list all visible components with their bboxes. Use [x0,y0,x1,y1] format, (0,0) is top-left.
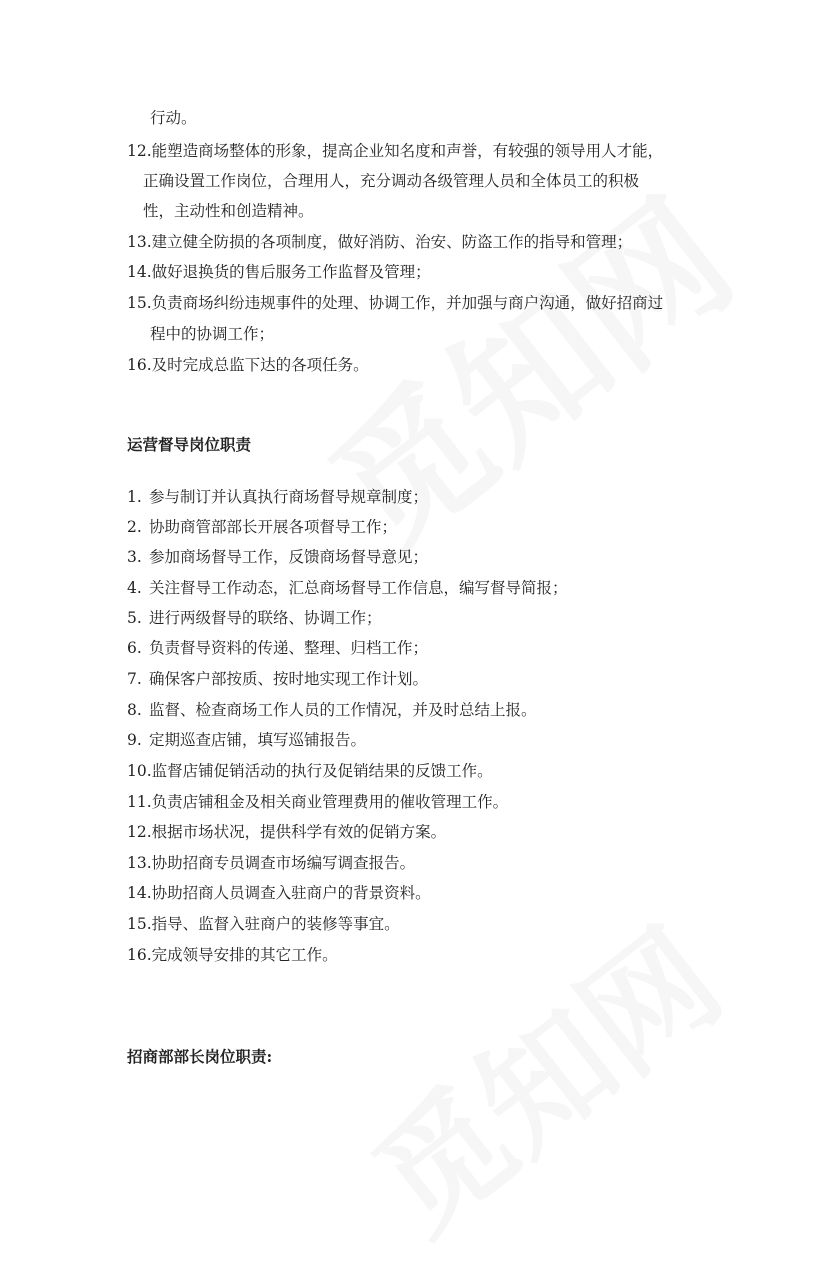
list-item [127,355,369,375]
item-number: 9. [127,731,142,749]
list-item [127,945,338,965]
item-text: 进行两级督导的联络、协调工作； [149,609,382,627]
list-item-continuation: 性，主动性和创造精神。 [143,202,314,220]
item-text: 监督、检查商场工作人员的工作情况，并及时总结上报。 [149,701,537,719]
list-item [127,730,366,750]
list-item [127,578,568,598]
item-text: 关注督导工作动态，汇总商场督导工作信息，编写督导简报； [149,579,568,597]
list-item [127,232,632,252]
item-number: 3. [127,548,142,566]
item-number: 12. [127,823,152,841]
list-item [127,517,397,537]
item-text: 协助招商专员调查市场编写调查报告。 [151,854,416,872]
item-text: 建立健全防损的各项制度，做好消防、治安、防盗工作的指导和管理； [151,233,633,251]
list-item [127,487,428,507]
item-number: 10. [127,762,152,780]
item-text: 监督店铺促销活动的执行及促销结果的反馈工作。 [151,762,493,780]
list-item [127,883,431,903]
list-item [127,262,431,282]
item-number: 13. [127,854,152,872]
item-text: 及时完成总监下达的各项任务。 [151,356,369,374]
list-item [127,822,446,842]
item-number: 5. [127,609,142,627]
list-item [127,853,415,873]
list-item [127,608,382,628]
list-item [127,293,663,313]
list-item [127,700,537,720]
watermark-bottom [330,880,752,1267]
list-item-continuation: 正确设置工作岗位，合理用人，充分调动各级管理人员和全体员工的积极 [143,172,640,190]
item-number: 1. [127,488,142,506]
list-item [127,914,400,934]
list-item [127,638,428,658]
item-number: 2. [127,518,142,536]
item-text: 做好退换货的售后服务工作监督及管理； [151,263,431,281]
item-number: 8. [127,701,142,719]
item-number: 12. [127,142,152,160]
list-item [127,792,508,812]
item-number: 16. [127,946,152,964]
item-number: 13. [127,233,152,251]
list-item [127,669,428,689]
item-number: 16. [127,356,152,374]
item-number: 7. [127,670,142,688]
item-text: 指导、监督入驻商户的装修等事宜。 [151,915,400,933]
section-title: 招商部部长岗位职责: [127,1047,273,1066]
item-text: 负责督导资料的传递、整理、归档工作； [149,639,429,657]
item-text: 完成领导安排的其它工作。 [151,946,338,964]
continuation-line: 行动。 [150,109,197,127]
item-number: 14. [127,263,152,281]
item-text: 负责店铺租金及相关商业管理费用的催收管理工作。 [151,793,509,811]
item-number: 6. [127,639,142,657]
item-text: 协助招商人员调查入驻商户的背景资料。 [151,884,431,902]
item-text: 参与制订并认真执行商场督导规章制度； [149,488,429,506]
item-text: 负责商场纠纷违规事件的处理、协调工作，并加强与商户沟通，做好招商过 [151,294,664,312]
item-text: 参加商场督导工作，反馈商场督导意见； [149,548,429,566]
list-item-continuation: 程中的协调工作； [150,325,275,343]
item-number: 15. [127,294,152,312]
item-number: 14. [127,884,152,902]
item-text: 定期巡查店铺，填写巡铺报告。 [149,731,367,749]
item-text: 协助商管部部长开展各项督导工作； [149,518,398,536]
section-title: 运营督导岗位职责 [127,435,252,454]
item-number: 11. [127,793,152,811]
item-text: 能塑造商场整体的形象，提高企业知名度和声誉，有较强的领导用人才能， [151,142,664,160]
item-text: 确保客户部按质、按时地实现工作计划。 [149,670,429,688]
item-number: 4. [127,579,142,597]
item-number: 15. [127,915,152,933]
list-item [127,141,663,161]
list-item [127,761,493,781]
list-item [127,547,428,567]
item-text: 根据市场状况，提供科学有效的促销方案。 [151,823,447,841]
